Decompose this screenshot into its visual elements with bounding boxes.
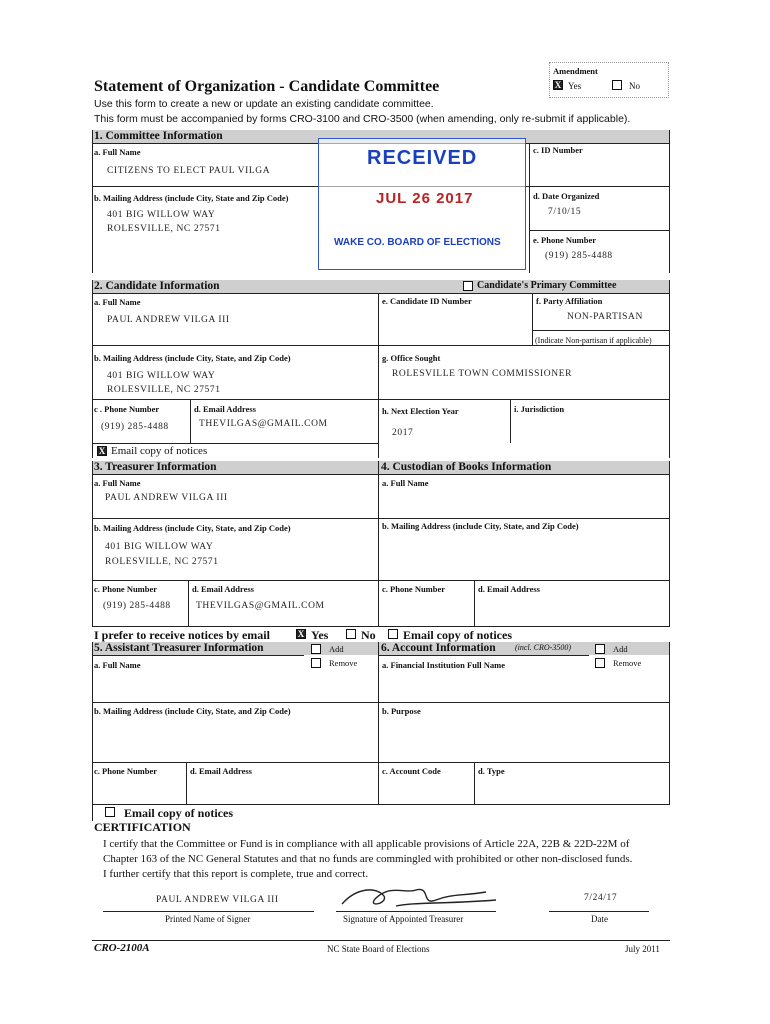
form-subtitle-2: This form must be accompanied by forms CRO-3100 and CRO-3500 (when amending, only re-submit if applicable). [94,113,631,125]
prefer-email-yes-checkbox[interactable]: X [297,629,305,639]
candidate-id-label: e. Candidate ID Number [382,296,472,306]
date-organized-label: d. Date Organized [533,191,600,201]
party-affiliation-label: f. Party Affiliation [536,296,603,306]
amendment-yes-checkbox[interactable]: X [554,80,562,90]
amendment-label: Amendment [553,66,598,76]
candidate-phone-label: c . Phone Number [94,404,160,414]
candidate-mailing-line2[interactable]: ROLESVILLE, NC 27571 [107,385,221,395]
prefer-email-label: I prefer to receive notices by email [94,628,270,642]
prefer-email-no-checkbox[interactable] [346,629,356,639]
asst-treasurer-add-checkbox[interactable] [311,644,321,654]
treasurer-phone-label: c. Phone Number [94,584,158,594]
primary-committee-label: Candidate's Primary Committee [477,280,617,291]
candidate-full-name[interactable]: PAUL ANDREW VILGA III [107,315,230,325]
treasurer-phone[interactable]: (919) 285-4488 [103,601,171,611]
date-organized[interactable]: 7/10/15 [548,207,582,217]
signature-label: Signature of Appointed Treasurer [343,914,464,924]
committee-mailing-line1[interactable]: 401 BIG WILLOW WAY [107,210,216,220]
asst-treasurer-add-label: Add [329,644,344,654]
certification-date[interactable]: 7/24/17 [584,893,618,903]
account-code-label: c. Account Code [382,766,441,776]
section-4-header: 4. Custodian of Books Information [379,461,670,474]
amendment-no-label: No [629,81,640,91]
section-5-header: 5. Assistant Treasurer Information [92,642,379,655]
committee-mailing-line2[interactable]: ROLESVILLE, NC 27571 [107,224,221,234]
custodian-email-copy-label: Email copy of notices [403,628,512,642]
candidate-email-label: d. Email Address [194,404,256,414]
treasurer-email-label: d. Email Address [192,584,254,594]
section-6-note: (incl. CRO-3500) [515,643,571,652]
party-note: (Indicate Non-partisan if applicable) [535,336,652,345]
asst-treasurer-email-copy-label: Email copy of notices [124,806,233,820]
candidate-mailing-label: b. Mailing Address (include City, State, and Zip Code) [94,353,291,363]
asst-treasurer-remove-label: Remove [329,658,358,668]
custodian-mailing-label: b. Mailing Address (include City, State, and Zip Code) [382,521,579,531]
candidate-email-copy-checkbox[interactable]: X [98,446,106,456]
amendment-yes-label: Yes [568,81,582,91]
committee-full-name[interactable]: CITIZENS TO ELECT PAUL VILGA [107,166,271,176]
asst-treasurer-mailing-label: b. Mailing Address (include City, State, and Zip Code) [94,706,291,716]
treasurer-email[interactable]: THEVILGAS@GMAIL.COM [196,601,325,611]
amendment-no-checkbox[interactable] [612,80,622,90]
asst-treasurer-email-copy-checkbox[interactable] [105,807,115,817]
office-sought[interactable]: ROLESVILLE TOWN COMMISSIONER [392,369,573,379]
account-remove-checkbox[interactable] [595,658,605,668]
asst-treasurer-email-label: d. Email Address [190,766,252,776]
jurisdiction-label: i. Jurisdiction [514,404,565,414]
committee-mailing-label: b. Mailing Address (include City, State and Zip Code) [94,193,289,203]
custodian-email-label: d. Email Address [478,584,540,594]
candidate-phone[interactable]: (919) 285-4488 [101,422,169,432]
candidate-full-name-label: a. Full Name [94,297,141,307]
form-id: CRO-2100A [94,942,150,954]
stamp-date: JUL 26 2017 [376,190,474,207]
account-add-label: Add [613,644,628,654]
candidate-email-copy-label: Email copy of notices [111,445,208,457]
candidate-email[interactable]: THEVILGAS@GMAIL.COM [199,419,328,429]
custodian-full-name-label: a. Full Name [382,478,429,488]
office-sought-label: g. Office Sought [382,353,441,363]
stamp-office: WAKE CO. BOARD OF ELECTIONS [334,237,501,248]
signer-name-label: Printed Name of Signer [165,914,251,924]
form-title: Statement of Organization - Candidate Committee [94,78,440,95]
treasurer-mailing-label: b. Mailing Address (include City, State, and Zip Code) [94,523,291,533]
footer-agency: NC State Board of Elections [327,944,430,954]
account-type-label: d. Type [478,766,505,776]
account-remove-label: Remove [613,658,642,668]
section-1-header: 1. Committee Information [92,130,670,143]
certification-line-3: I further certify that this report is complete, true and correct. [103,868,369,880]
treasurer-mailing-line2[interactable]: ROLESVILLE, NC 27571 [105,557,219,567]
prefer-email-yes-label: Yes [311,628,329,642]
asst-treasurer-remove-checkbox[interactable] [311,658,321,668]
committee-phone-label: e. Phone Number [533,235,597,245]
treasurer-full-name[interactable]: PAUL ANDREW VILGA III [105,493,228,503]
primary-committee-checkbox[interactable] [463,281,473,291]
committee-phone[interactable]: (919) 285-4488 [545,251,613,261]
stamp-received: RECEIVED [367,147,478,169]
signer-name[interactable]: PAUL ANDREW VILGA III [156,895,279,905]
account-add-checkbox[interactable] [595,644,605,654]
section-2-header: 2. Candidate Information [92,280,670,293]
prefer-email-no-label: No [361,628,376,642]
committee-id-label: c. ID Number [533,145,583,155]
custodian-email-copy-checkbox[interactable] [388,629,398,639]
treasurer-full-name-label: a. Full Name [94,478,141,488]
custodian-phone-label: c. Phone Number [382,584,446,594]
certification-line-1: I certify that the Committee or Fund is in compliance with all applicable provisions of Article 22A, 22B & 22D-22M of [103,838,630,850]
footer-revision: July 2011 [625,944,660,954]
section-3-header: 3. Treasurer Information [92,461,379,474]
next-election-label: h. Next Election Year [382,406,459,416]
account-purpose-label: b. Purpose [382,706,421,716]
date-label: Date [591,914,608,924]
candidate-mailing-line1[interactable]: 401 BIG WILLOW WAY [107,371,216,381]
institution-label: a. Financial Institution Full Name [382,660,506,670]
treasurer-mailing-line1[interactable]: 401 BIG WILLOW WAY [105,542,214,552]
committee-full-name-label: a. Full Name [94,147,141,157]
section-6-header: 6. Account Information [379,642,670,655]
asst-treasurer-full-name-label: a. Full Name [94,660,141,670]
form-subtitle-1: Use this form to create a new or update an existing candidate committee. [94,98,434,110]
asst-treasurer-phone-label: c. Phone Number [94,766,158,776]
certification-header: CERTIFICATION [94,820,191,834]
party-affiliation[interactable]: NON-PARTISAN [567,312,643,322]
next-election-year[interactable]: 2017 [392,428,414,438]
certification-line-2: Chapter 163 of the NC General Statutes and that no funds are commingled with prohibited or other non-disclosed funds. [103,853,633,865]
